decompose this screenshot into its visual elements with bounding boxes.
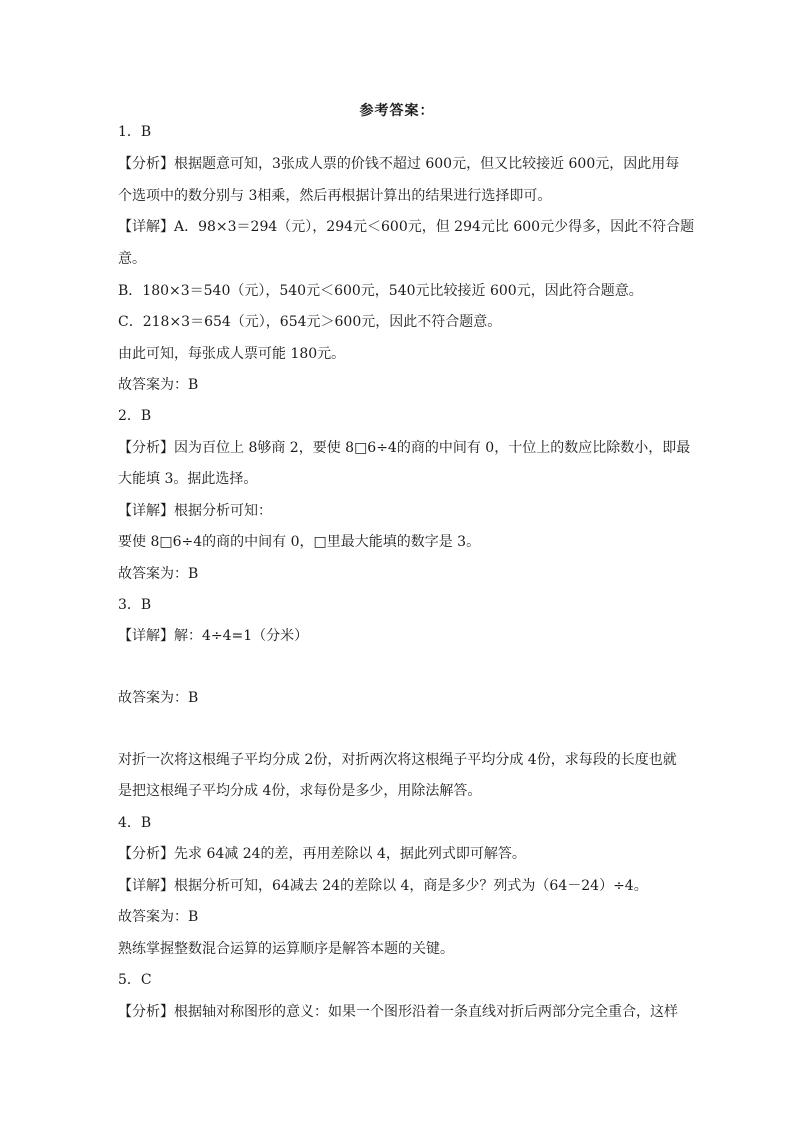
answer-1-analysis-line-1: 【分析】根据题意可知，3张成人票的价钱不超过 600元，但又比较接近 600元，因此用每 <box>118 156 680 172</box>
answer-3-number: 3．B <box>118 597 152 613</box>
answer-2-final: 故答案为：B <box>118 566 199 582</box>
answer-3-detail: 【详解】解：4÷4=1（分米） <box>118 628 309 644</box>
answer-5-analysis-line-1: 【分析】根据轴对称图形的意义：如果一个图形沿着一条直线对折后两部分完全重合，这样 <box>118 1004 678 1020</box>
answer-1-conclusion: 由此可知，每张成人票可能 180元。 <box>118 346 346 362</box>
answer-4-detail: 【详解】根据分析可知，64减去 24的差除以 4，商是多少？列式为（64－24）÷4。 <box>118 878 648 894</box>
answer-1-detail-line-2: 意。 <box>118 251 146 267</box>
answer-1-option-b: B．180×3＝540（元），540元＜600元，540元比较接近 600元，因此符合题意。 <box>118 283 643 299</box>
page-title: 参考答案： <box>359 103 435 119</box>
answer-1-analysis-line-2: 个选项中的数分别与 3相乘，然后再根据计算出的结果进行选择即可。 <box>118 188 552 204</box>
answer-2-number: 2．B <box>118 408 152 424</box>
answer-2-analysis-line-1: 【分析】因为百位上 8够商 2，要使 8□6÷4的商的中间有 0，十位上的数应比除数小，即最 <box>118 440 691 456</box>
answer-4-note: 熟练掌握整数混合运算的运算顺序是解答本题的关键。 <box>118 941 454 957</box>
answer-2-detail-line-2: 要使 8□6÷4的商的中间有 0，□里最大能填的数字是 3。 <box>118 534 481 550</box>
answer-1-option-c: C．218×3＝654（元），654元＞600元，因此不符合题意。 <box>118 314 502 330</box>
answer-1-detail-line-1: 【详解】A．98×3＝294（元），294元＜600元，但 294元比 600元少得多，因此不符合题 <box>118 219 695 235</box>
answer-4-final: 故答案为：B <box>118 909 199 925</box>
answer-2-analysis-line-2: 大能填 3。据此选择。 <box>118 471 258 487</box>
answer-5-number: 5．C <box>118 972 152 988</box>
answer-2-detail-line-1: 【详解】根据分析可知： <box>118 503 272 519</box>
answer-3-note-line-2: 是把这根绳子平均分成 4份，求每份是多少，用除法解答。 <box>118 783 482 799</box>
answer-4-number: 4．B <box>118 815 152 831</box>
answer-1-number: 1．B <box>118 124 152 140</box>
answer-3-note-line-1: 对折一次将这根绳子平均分成 2份，对折两次将这根绳子平均分成 4份，求每段的长度也就 <box>118 752 677 768</box>
answer-1-final: 故答案为：B <box>118 377 199 393</box>
answer-3-final: 故答案为：B <box>118 690 199 706</box>
answer-4-analysis: 【分析】先求 64减 24的差，再用差除以 4，据此列式即可解答。 <box>118 846 526 862</box>
